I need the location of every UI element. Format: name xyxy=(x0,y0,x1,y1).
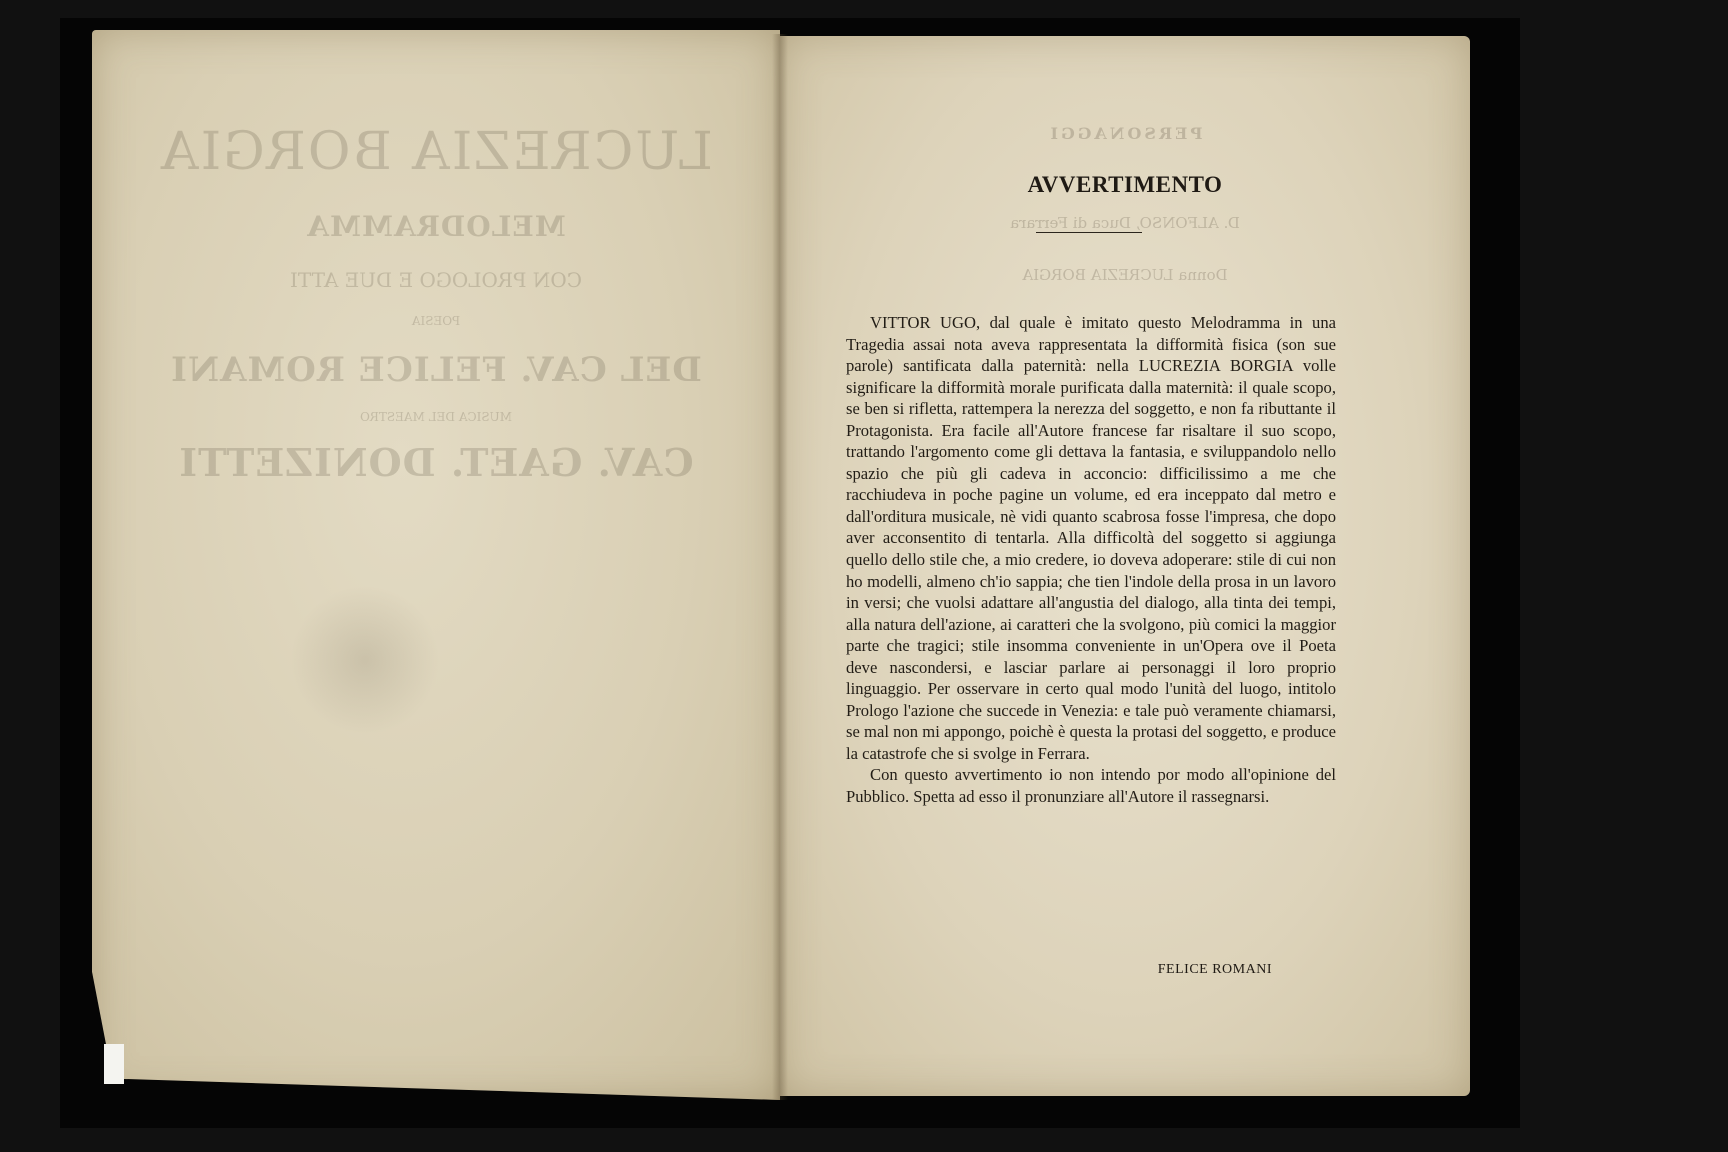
bleed-line-musica: MUSICA DEL MAESTRO xyxy=(360,410,512,424)
avvertimento-body xyxy=(846,312,1336,808)
bleed-crest-emblem xyxy=(290,585,440,735)
left-page-bleed-through xyxy=(92,30,780,1100)
paragraph-2: Con questo avvertimento io non intendo por modo all'opinione del Pubblico. Spetta ad esso il pronunziare all'Autore il rassegnarsi. xyxy=(846,765,1336,807)
bleed-line-lucrezia: Donna LUCREZIA BORGIA xyxy=(1022,266,1228,284)
bleed-line-composer: CAV. GAET. DONIZETTI xyxy=(178,440,694,485)
bleed-line-poesia: POESIA xyxy=(411,314,461,328)
paragraph-1: VITTOR UGO, dal quale è imitato questo Melodramma in una Tragedia assai nota aveva rappresentata la difformità fisica (son sue parole) santificata dalla paternità: nella LUCREZIA BORGIA volle significare la difformità morale purificata dalla maternità: il quale scopo, se ben si rifletta, rattempera la nerezza del soggetto, e non fa ributtante il Protagonista. Era facile all'Autore francese far risaltare il suo scopo, trattando l'argomento come gli dettava la fantasia, e sviluppandolo nello spazio che più gli cadeva in acconcio: difficilissimo a me che racchiudeva in poche pagine un volume, ed era inceppato dal metro e dall'orditura musicale, nè vidi quanto scabrosa fosse l'impresa, che dopo aver acconsentito di tentarla. Alla difficoltà del soggetto si aggiunga quello dello stile che, a mio credere, io doveva adoperare: stile di cui non ho modelli, almeno ch'io sappia; che tien l'indole della prosa in un lavoro in versi; che vuolsi adattare all'angustia del dialogo, alla tinta dei tempi, alla natura dell'azione, ai caratteri che la svolgono, più comici la maggior parte che tragici; stile insomma conveniente in un'Opera ove il Poeta deve nascondersi, e lasciar parlare ai personaggi il loro proprio linguaggio. Per osservare in certo qual modo l'unità del luogo, intitolo Prologo l'azione che succede in Venezia: e tale può veramente chiamarsi, se mal non mi appongo, poichè è questa la protasi del soggetto, e produce la catastrofe che si svolge in Ferrara. xyxy=(846,313,1336,763)
bleed-line-genre: MELODRAMMA xyxy=(306,210,566,243)
bleed-line-author: DEL CAV. FELICE ROMANI xyxy=(170,350,702,390)
title-rule xyxy=(1036,232,1142,233)
signature: FELICE ROMANI xyxy=(1157,962,1272,977)
bleed-line-title: LUCREZIA BORGIA xyxy=(159,122,713,182)
bleed-line-personaggi: PERSONAGGI xyxy=(1047,124,1203,143)
page-title: AVVERTIMENTO xyxy=(1027,172,1223,197)
bleed-line-alfonso: D. ALFONSO, Duca di Ferrara xyxy=(1010,214,1240,232)
bleed-line-acts: CON PROLOGO E DUE ATTI xyxy=(290,268,582,292)
